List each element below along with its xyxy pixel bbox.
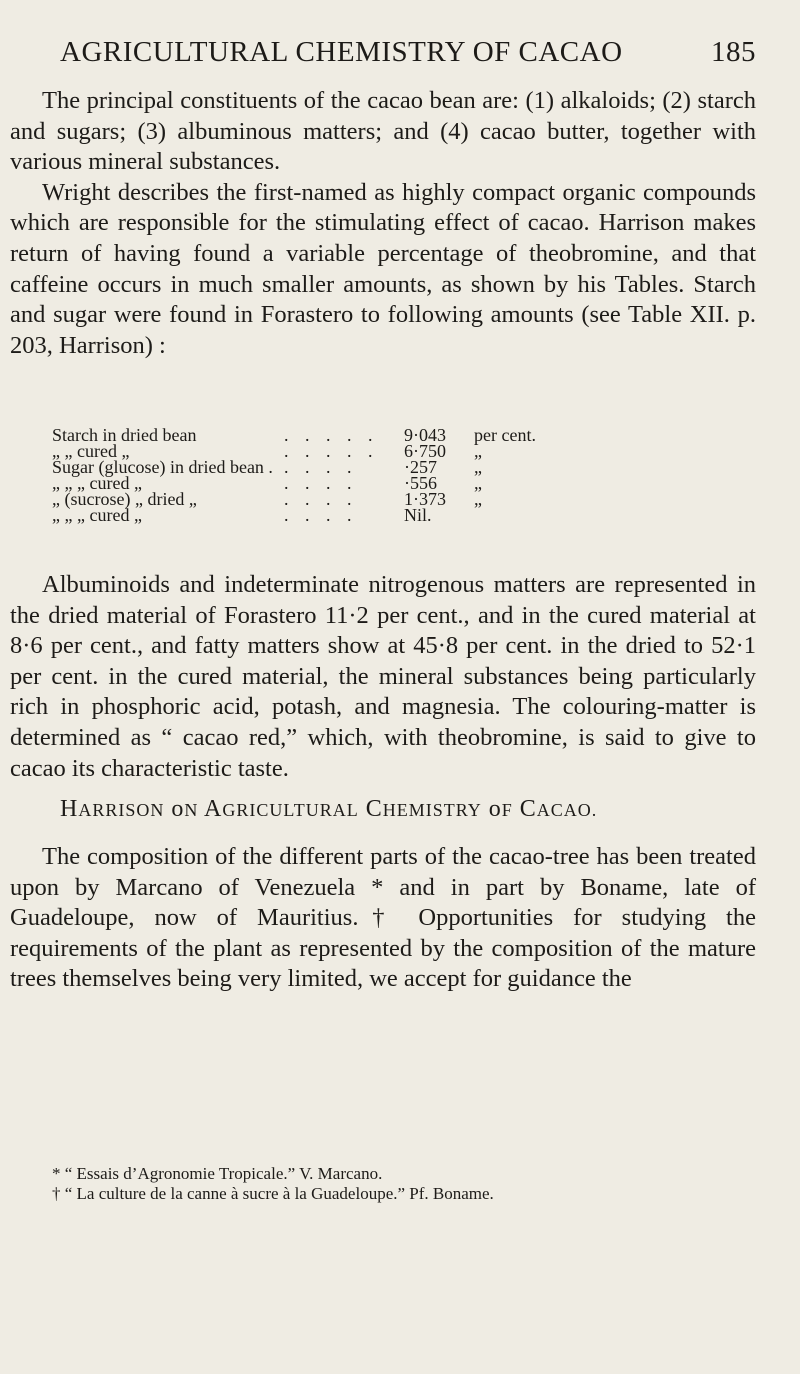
table-row-leader: . . . . <box>284 457 358 477</box>
table-row-unit <box>474 507 564 523</box>
page-number: 185 <box>711 36 756 68</box>
table-row-value: 9·043 <box>404 425 446 445</box>
table-row-label: Sugar (glucose) in dried bean . <box>52 457 273 477</box>
running-head-title: AGRICULTURAL CHEMISTRY OF CACAO <box>60 36 623 68</box>
table-row-leader: . . . . <box>284 489 358 509</box>
starch-sugar-table <box>52 427 564 523</box>
table-row-label: „ „ cured „ <box>52 441 130 461</box>
table-row-unit: „ <box>474 457 482 477</box>
footnote-boname: † “ La culture de la canne à sucre à la Guadeloupe.” Pf. Boname. <box>52 1184 494 1203</box>
intro-text <box>10 86 756 361</box>
section-heading <box>60 796 597 823</box>
table-row-unit: „ <box>474 489 482 509</box>
table-row-leader: . . . . . <box>284 441 379 461</box>
table-row-unit: „ <box>474 473 482 493</box>
table-row-label: „ „ „ cured „ <box>52 505 142 525</box>
table-row-value: 6·750 <box>404 441 446 461</box>
section-heading-text: HARRISON oN AGRICULTURAL CHEMISTRY oF CACAO. <box>60 796 598 822</box>
table-row-leader: . . . . <box>284 473 358 493</box>
table-row-value: ·257 <box>404 457 437 477</box>
albuminoids-text <box>10 570 756 784</box>
table-row-value: 1·373 <box>404 489 446 509</box>
footnotes <box>52 1164 756 1204</box>
composition-text <box>10 842 756 995</box>
table-row-leader: . . . . <box>284 505 358 525</box>
footnote-marcano: * “ Essais d’Agronomie Tropicale.” V. Marcano. <box>52 1164 383 1183</box>
table-row-leader: . . . . . <box>284 425 379 445</box>
table-row-value: Nil. <box>404 505 432 525</box>
table-row-value: ·556 <box>404 473 437 493</box>
paragraph-albuminoids: Albuminoids and indeterminate nitrogenous matters are represented in the dried material of Forastero 11·2 per cent., and in the cured material at 8·6 per cent., and fatty matters show at 45·8 per cent. in the dried to 52·1 per cent. in the cured material, the mineral substances being particularly rich in phosphoric acid, potash, and magnesia. The colouring-matter is determined as “ cacao red,” which, with theobromine, is said to give to cacao its characteristic taste. <box>10 571 756 782</box>
table-row-unit: per cent. <box>474 425 536 445</box>
table-row <box>52 507 564 523</box>
table-row-label: „ (sucrose) „ dried „ <box>52 489 197 509</box>
paragraph-composition: The composition of the different parts of the cacao-tree has been treated upon by Marcano of Venezuela * and in part by Boname, late of Guadeloupe, now of Mauritius.† Opportunities for studying the requirements of the plant as represented by the composition of the mature trees themselves being very limited, we accept for guidance the <box>10 843 756 993</box>
table-row-label: Starch in dried bean <box>52 425 197 445</box>
paragraph-constituents: The principal constituents of the cacao bean are: (1) alkaloids; (2) starch and sugars; (3) albuminous matters; and (4) cacao butter, together with various mineral substances. <box>10 87 756 176</box>
table-row-unit: „ <box>474 441 482 461</box>
table-row-label: „ „ „ cured „ <box>52 473 142 493</box>
paragraph-wright: Wright describes the first-named as highly compact organic compounds which are responsible for the stimulating effect of cacao. Harrison makes return of having found a variable percentage of theobromine, and that caffeine occurs in much smaller amounts, as shown by his Tables. Starch and sugar were found in Forastero to following amounts (see Table XII. p. 203, Harrison) : <box>10 178 756 359</box>
